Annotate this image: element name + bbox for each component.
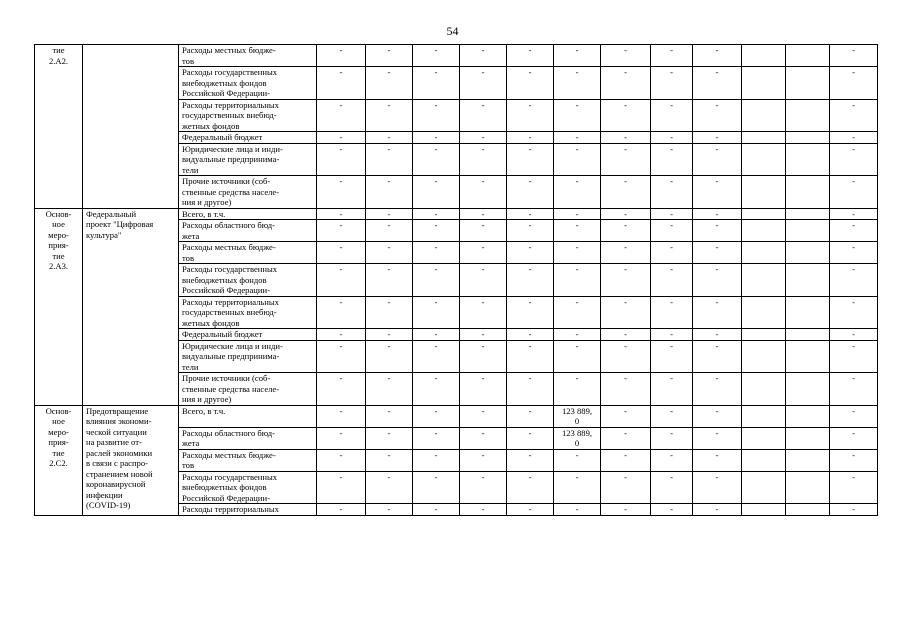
- value-cell: -: [366, 296, 413, 329]
- value-cell: -: [507, 373, 554, 406]
- value-cell: -: [413, 242, 460, 264]
- value-cell: -: [554, 67, 601, 100]
- value-cell: [742, 329, 786, 341]
- value-cell: -: [413, 340, 460, 373]
- value-cell: -: [651, 471, 693, 504]
- value-cell: [786, 132, 830, 144]
- value-cell: -: [601, 143, 651, 176]
- value-cell: -: [507, 242, 554, 264]
- activity-name-cell: [83, 45, 179, 209]
- value-cell: [742, 264, 786, 297]
- value-cell: -: [413, 220, 460, 242]
- funding-source-cell: Юридические лица и инди- видуальные предпринима- тели: [179, 340, 317, 373]
- value-cell: -: [366, 264, 413, 297]
- value-cell: -: [601, 99, 651, 132]
- value-cell: -: [601, 264, 651, 297]
- value-cell: -: [460, 99, 507, 132]
- value-cell: 123 889, 0: [554, 405, 601, 427]
- value-cell: -: [507, 296, 554, 329]
- value-cell: -: [830, 329, 878, 341]
- value-cell: -: [651, 373, 693, 406]
- value-cell: -: [693, 143, 742, 176]
- activity-name-cell: Федеральный проект "Цифровая культура": [83, 208, 179, 405]
- value-cell: -: [317, 242, 366, 264]
- value-cell: -: [507, 176, 554, 209]
- value-cell: -: [601, 242, 651, 264]
- value-cell: -: [554, 220, 601, 242]
- value-cell: [786, 242, 830, 264]
- value-cell: -: [830, 132, 878, 144]
- value-cell: -: [413, 132, 460, 144]
- value-cell: -: [507, 264, 554, 297]
- value-cell: -: [413, 405, 460, 427]
- value-cell: [742, 373, 786, 406]
- value-cell: -: [830, 340, 878, 373]
- value-cell: -: [460, 296, 507, 329]
- value-cell: -: [601, 373, 651, 406]
- value-cell: [742, 405, 786, 427]
- value-cell: -: [651, 176, 693, 209]
- value-cell: -: [830, 264, 878, 297]
- value-cell: -: [830, 296, 878, 329]
- value-cell: -: [317, 45, 366, 67]
- value-cell: -: [693, 373, 742, 406]
- value-cell: -: [366, 504, 413, 516]
- value-cell: -: [601, 340, 651, 373]
- value-cell: -: [413, 208, 460, 220]
- value-cell: -: [413, 449, 460, 471]
- value-cell: -: [554, 504, 601, 516]
- value-cell: -: [460, 67, 507, 100]
- value-cell: [742, 504, 786, 516]
- value-cell: [742, 242, 786, 264]
- value-cell: -: [460, 504, 507, 516]
- value-cell: -: [507, 471, 554, 504]
- value-cell: [786, 176, 830, 209]
- value-cell: -: [601, 176, 651, 209]
- value-cell: -: [366, 373, 413, 406]
- value-cell: -: [651, 132, 693, 144]
- activity-code-cell: Основ- ное меро- прия- тие 2.С2.: [35, 405, 83, 515]
- value-cell: -: [413, 504, 460, 516]
- value-cell: -: [554, 471, 601, 504]
- value-cell: [742, 449, 786, 471]
- value-cell: [742, 132, 786, 144]
- value-cell: [786, 427, 830, 449]
- value-cell: -: [460, 329, 507, 341]
- funding-source-cell: Всего, в т.ч.: [179, 208, 317, 220]
- value-cell: -: [507, 449, 554, 471]
- value-cell: -: [366, 340, 413, 373]
- value-cell: -: [830, 373, 878, 406]
- value-cell: -: [460, 373, 507, 406]
- value-cell: -: [460, 242, 507, 264]
- value-cell: -: [507, 329, 554, 341]
- value-cell: -: [413, 264, 460, 297]
- value-cell: -: [651, 220, 693, 242]
- value-cell: -: [366, 242, 413, 264]
- value-cell: -: [317, 296, 366, 329]
- value-cell: -: [460, 449, 507, 471]
- funding-source-cell: Расходы местных бюдже- тов: [179, 449, 317, 471]
- value-cell: [786, 208, 830, 220]
- page-number: 54: [446, 24, 459, 38]
- value-cell: -: [651, 449, 693, 471]
- value-cell: -: [693, 176, 742, 209]
- value-cell: -: [507, 340, 554, 373]
- value-cell: -: [366, 45, 413, 67]
- value-cell: -: [413, 99, 460, 132]
- value-cell: -: [366, 67, 413, 100]
- value-cell: -: [317, 340, 366, 373]
- value-cell: -: [651, 264, 693, 297]
- value-cell: -: [693, 242, 742, 264]
- table-body: [35, 45, 878, 516]
- value-cell: -: [460, 220, 507, 242]
- funding-source-cell: Расходы областного бюд- жета: [179, 220, 317, 242]
- value-cell: [742, 340, 786, 373]
- value-cell: -: [830, 449, 878, 471]
- funding-source-cell: Расходы территориальных государственных внебюд- жетных фондов: [179, 296, 317, 329]
- value-cell: -: [317, 67, 366, 100]
- value-cell: -: [830, 220, 878, 242]
- value-cell: -: [554, 340, 601, 373]
- value-cell: [786, 67, 830, 100]
- value-cell: -: [554, 132, 601, 144]
- value-cell: -: [830, 504, 878, 516]
- value-cell: -: [651, 340, 693, 373]
- value-cell: -: [651, 99, 693, 132]
- value-cell: -: [554, 296, 601, 329]
- value-cell: -: [601, 67, 651, 100]
- value-cell: -: [601, 449, 651, 471]
- value-cell: [786, 220, 830, 242]
- value-cell: -: [693, 471, 742, 504]
- value-cell: [742, 208, 786, 220]
- value-cell: -: [507, 132, 554, 144]
- value-cell: [742, 427, 786, 449]
- value-cell: -: [554, 99, 601, 132]
- value-cell: -: [317, 208, 366, 220]
- value-cell: -: [601, 329, 651, 341]
- value-cell: -: [507, 143, 554, 176]
- funding-source-cell: Прочие источники (соб- ственные средства населе- ния и другое): [179, 176, 317, 209]
- value-cell: -: [507, 99, 554, 132]
- value-cell: -: [413, 329, 460, 341]
- value-cell: -: [413, 176, 460, 209]
- value-cell: -: [693, 264, 742, 297]
- value-cell: -: [413, 45, 460, 67]
- value-cell: -: [507, 220, 554, 242]
- table-row: [35, 208, 878, 220]
- value-cell: -: [460, 143, 507, 176]
- value-cell: -: [693, 504, 742, 516]
- value-cell: -: [601, 132, 651, 144]
- value-cell: -: [651, 143, 693, 176]
- value-cell: -: [413, 296, 460, 329]
- value-cell: -: [830, 471, 878, 504]
- value-cell: -: [601, 220, 651, 242]
- value-cell: -: [554, 264, 601, 297]
- value-cell: -: [317, 329, 366, 341]
- value-cell: [786, 45, 830, 67]
- value-cell: -: [554, 242, 601, 264]
- value-cell: -: [413, 143, 460, 176]
- value-cell: -: [460, 264, 507, 297]
- value-cell: -: [601, 504, 651, 516]
- activity-name-cell: Предотвращение влияния экономи- ческой ситуации на развитие от- раслей экономики в связи с распро- странением новой коронавирусной инфекции (COVID-19): [83, 405, 179, 515]
- value-cell: -: [830, 427, 878, 449]
- value-cell: -: [460, 427, 507, 449]
- value-cell: -: [460, 132, 507, 144]
- value-cell: -: [651, 405, 693, 427]
- value-cell: -: [693, 67, 742, 100]
- value-cell: -: [693, 220, 742, 242]
- activity-code-cell: тие 2.А2.: [35, 45, 83, 209]
- value-cell: -: [460, 45, 507, 67]
- funding-source-cell: Расходы государственных внебюджетных фондов Российской Федерации-: [179, 67, 317, 100]
- value-cell: -: [460, 471, 507, 504]
- value-cell: [786, 405, 830, 427]
- value-cell: -: [366, 329, 413, 341]
- value-cell: -: [366, 449, 413, 471]
- value-cell: [786, 449, 830, 471]
- value-cell: -: [554, 329, 601, 341]
- value-cell: -: [317, 99, 366, 132]
- value-cell: -: [366, 471, 413, 504]
- funding-source-cell: Расходы территориальных: [179, 504, 317, 516]
- value-cell: -: [651, 208, 693, 220]
- value-cell: [742, 220, 786, 242]
- value-cell: -: [554, 449, 601, 471]
- value-cell: [786, 340, 830, 373]
- value-cell: -: [507, 45, 554, 67]
- value-cell: -: [317, 143, 366, 176]
- value-cell: -: [651, 45, 693, 67]
- value-cell: -: [366, 176, 413, 209]
- value-cell: -: [413, 471, 460, 504]
- value-cell: -: [651, 427, 693, 449]
- value-cell: [742, 45, 786, 67]
- value-cell: [786, 504, 830, 516]
- value-cell: -: [317, 504, 366, 516]
- funding-source-cell: Расходы областного бюд- жета: [179, 427, 317, 449]
- value-cell: -: [693, 405, 742, 427]
- value-cell: -: [460, 176, 507, 209]
- funding-source-cell: Прочие источники (соб- ственные средства населе- ния и другое): [179, 373, 317, 406]
- funding-source-cell: Расходы местных бюдже- тов: [179, 242, 317, 264]
- value-cell: -: [830, 176, 878, 209]
- value-cell: -: [693, 427, 742, 449]
- value-cell: -: [830, 67, 878, 100]
- value-cell: -: [366, 220, 413, 242]
- value-cell: -: [601, 296, 651, 329]
- value-cell: -: [507, 405, 554, 427]
- funding-source-cell: Расходы государственных внебюджетных фондов Российской Федерации-: [179, 264, 317, 297]
- activity-code-cell: Основ- ное меро- прия- тие 2.А3.: [35, 208, 83, 405]
- value-cell: -: [830, 208, 878, 220]
- value-cell: -: [651, 242, 693, 264]
- funding-source-cell: Юридические лица и инди- видуальные предпринима- тели: [179, 143, 317, 176]
- value-cell: [742, 471, 786, 504]
- value-cell: [742, 67, 786, 100]
- value-cell: [786, 99, 830, 132]
- value-cell: -: [830, 45, 878, 67]
- value-cell: -: [366, 143, 413, 176]
- value-cell: -: [366, 208, 413, 220]
- value-cell: [786, 143, 830, 176]
- value-cell: -: [366, 132, 413, 144]
- value-cell: -: [651, 67, 693, 100]
- value-cell: -: [317, 405, 366, 427]
- value-cell: -: [317, 449, 366, 471]
- value-cell: -: [601, 471, 651, 504]
- value-cell: -: [366, 427, 413, 449]
- value-cell: [786, 296, 830, 329]
- value-cell: -: [317, 427, 366, 449]
- value-cell: [742, 296, 786, 329]
- value-cell: -: [693, 329, 742, 341]
- value-cell: -: [413, 373, 460, 406]
- funding-source-cell: Расходы местных бюдже- тов: [179, 45, 317, 67]
- value-cell: -: [366, 405, 413, 427]
- value-cell: -: [507, 504, 554, 516]
- funding-source-cell: Всего, в т.ч.: [179, 405, 317, 427]
- value-cell: -: [554, 176, 601, 209]
- value-cell: -: [507, 67, 554, 100]
- value-cell: [786, 264, 830, 297]
- value-cell: -: [830, 99, 878, 132]
- value-cell: -: [460, 340, 507, 373]
- value-cell: -: [601, 427, 651, 449]
- value-cell: [742, 176, 786, 209]
- funding-source-cell: Расходы территориальных государственных внебюд- жетных фондов: [179, 99, 317, 132]
- value-cell: -: [830, 143, 878, 176]
- value-cell: -: [317, 471, 366, 504]
- value-cell: [742, 99, 786, 132]
- value-cell: [742, 143, 786, 176]
- value-cell: -: [317, 264, 366, 297]
- value-cell: -: [554, 143, 601, 176]
- value-cell: -: [366, 99, 413, 132]
- value-cell: [786, 471, 830, 504]
- value-cell: -: [651, 296, 693, 329]
- funding-source-cell: Расходы государственных внебюджетных фондов Российской Федерации-: [179, 471, 317, 504]
- value-cell: -: [693, 99, 742, 132]
- value-cell: -: [693, 296, 742, 329]
- value-cell: -: [601, 405, 651, 427]
- value-cell: -: [830, 405, 878, 427]
- value-cell: -: [651, 329, 693, 341]
- value-cell: -: [601, 208, 651, 220]
- value-cell: -: [317, 220, 366, 242]
- value-cell: -: [317, 373, 366, 406]
- value-cell: -: [317, 176, 366, 209]
- value-cell: -: [554, 45, 601, 67]
- value-cell: -: [413, 67, 460, 100]
- value-cell: -: [554, 208, 601, 220]
- value-cell: -: [601, 45, 651, 67]
- value-cell: -: [693, 132, 742, 144]
- value-cell: [786, 329, 830, 341]
- value-cell: -: [507, 208, 554, 220]
- value-cell: 123 889, 0: [554, 427, 601, 449]
- value-cell: -: [554, 373, 601, 406]
- value-cell: -: [651, 504, 693, 516]
- value-cell: [786, 373, 830, 406]
- value-cell: -: [830, 242, 878, 264]
- value-cell: -: [413, 427, 460, 449]
- value-cell: -: [317, 132, 366, 144]
- value-cell: -: [693, 208, 742, 220]
- table-row: [35, 45, 878, 67]
- value-cell: -: [507, 427, 554, 449]
- table-row: [35, 405, 878, 427]
- value-cell: -: [693, 45, 742, 67]
- value-cell: -: [460, 405, 507, 427]
- value-cell: -: [693, 449, 742, 471]
- budget-table: [34, 44, 878, 516]
- value-cell: -: [460, 208, 507, 220]
- funding-source-cell: Федеральный бюджет: [179, 132, 317, 144]
- funding-source-cell: Федеральный бюджет: [179, 329, 317, 341]
- value-cell: -: [693, 340, 742, 373]
